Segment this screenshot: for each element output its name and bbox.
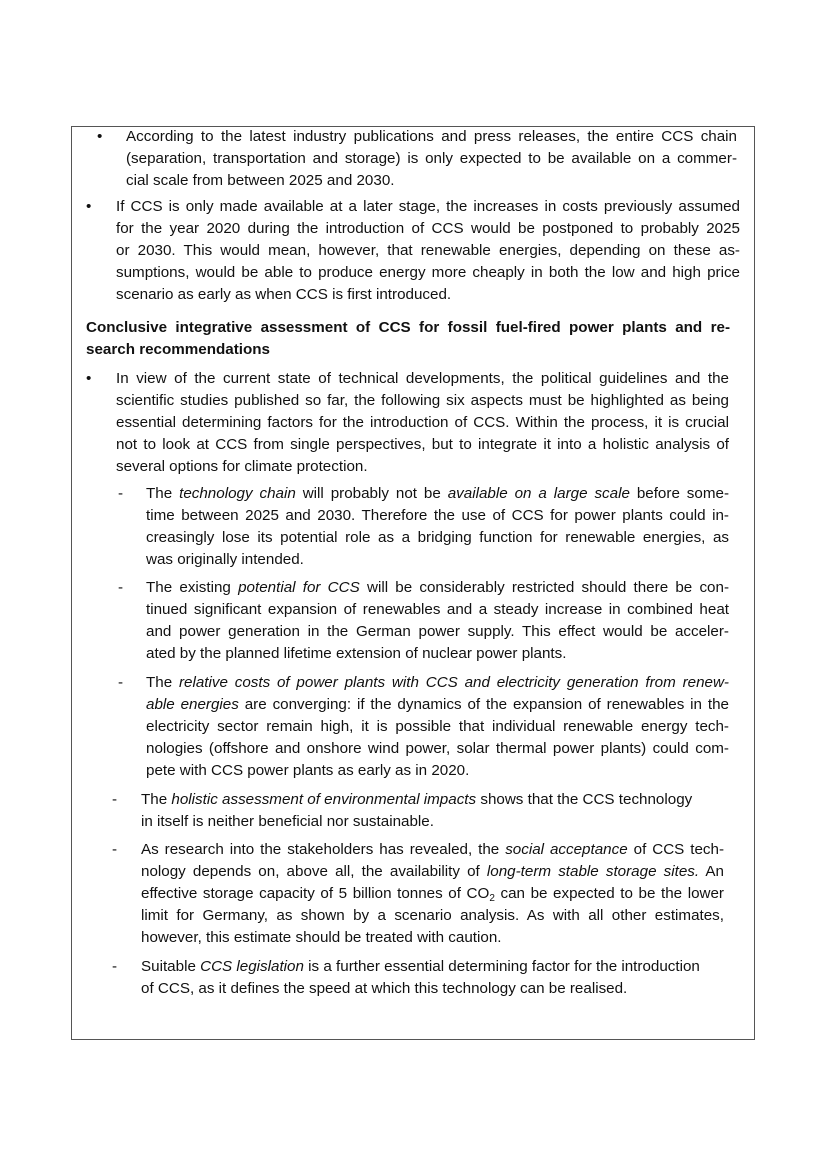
text-line: electricity sector remain high, it is possible that individual renewable energy tech- xyxy=(146,718,729,735)
text-line: several options for climate protection. xyxy=(116,458,368,475)
text-line: The existing potential for CCS will be considerably restricted should there be con- xyxy=(146,579,730,596)
dash-item-social-acceptance xyxy=(141,839,724,949)
text-line: was originally intended. xyxy=(146,551,304,568)
dash-marker: - xyxy=(112,841,118,858)
bullet-paragraph-six-aspects xyxy=(116,368,729,478)
dash-marker: - xyxy=(112,791,118,808)
text-line: or 2030. This would mean, however, that renewable energies, depending on these as- xyxy=(116,242,740,259)
dash-marker: - xyxy=(118,485,124,502)
text-line: able energies are converging: if the dynamics of the expansion of renewables in the xyxy=(146,696,729,713)
dash-item-ccs-legislation xyxy=(141,956,724,1000)
text-line: According to the latest industry publications and press releases, the entire CCS chain xyxy=(126,128,737,145)
text-line: of CCS, as it defines the speed at which this technology can be realised. xyxy=(141,980,628,997)
bullet-paragraph-ccs-chain xyxy=(126,126,737,192)
dash-item-technology-chain xyxy=(146,483,729,571)
text-line: time between 2025 and 2030. Therefore the use of CCS for power plants could in- xyxy=(146,507,729,524)
text-line: The technology chain will probably not be available on a large scale before some- xyxy=(146,485,729,502)
text-line: (separation, transportation and storage) is only expected to be available on a commer- xyxy=(126,150,737,167)
text-line: however, this estimate should be treated with caution. xyxy=(141,929,502,946)
text-line: If CCS is only made available at a later stage, the increases in costs previously assumed xyxy=(116,198,740,215)
text-line: cial scale from between 2025 and 2030. xyxy=(126,172,395,189)
text-line: The relative costs of power plants with CCS and electricity generation from renew- xyxy=(146,674,729,691)
bullet-marker: • xyxy=(86,198,92,215)
dash-marker: - xyxy=(112,958,118,975)
text-line: for the year 2020 during the introduction of CCS would be postponed to probably 2025 xyxy=(116,220,740,237)
heading-line: Conclusive integrative assessment of CCS for fossil fuel-fired power plants and re- xyxy=(86,319,730,336)
text-line: pete with CCS power plants as early as in 2020. xyxy=(146,762,470,779)
text-line: scenario as early as when CCS is first introduced. xyxy=(116,286,452,303)
dash-marker: - xyxy=(118,579,124,596)
dash-marker: - xyxy=(118,674,124,691)
dash-item-environmental-impacts xyxy=(141,789,724,833)
text-line: ated by the planned lifetime extension of nuclear power plants. xyxy=(146,645,567,662)
dash-item-relative-costs xyxy=(146,672,729,782)
text-line: As research into the stakeholders has revealed, the social acceptance of CCS tech- xyxy=(141,841,725,858)
text-line: tinued significant expansion of renewables and a steady increase in combined heat xyxy=(146,601,729,618)
text-line: essential determining factors for the introduction of CCS. Within the process, it is crucial xyxy=(116,414,729,431)
heading-line: search recommendations xyxy=(86,341,271,358)
bullet-marker: • xyxy=(97,128,103,145)
bullet-paragraph-costs-postponed xyxy=(116,196,740,306)
text-line: effective storage capacity of 5 billion tonnes of $CO_2$ can be expected to be the lower xyxy=(141,885,724,904)
text-line: nology depends on, above all, the availability of long-term stable storage sites. An xyxy=(141,863,724,880)
text-line: In view of the current state of technical developments, the political guidelines and the xyxy=(116,370,729,387)
text-line: creasingly lose its potential role as a bridging function for renewable energies, as xyxy=(146,529,729,546)
text-line: not to look at CCS from single perspectives, but to integrate it into a holistic analysis of xyxy=(116,436,729,453)
section-heading xyxy=(86,317,730,361)
text-line: in itself is neither beneficial nor sustainable. xyxy=(141,813,434,830)
text-line: Suitable CCS legislation is a further essential determining factor for the introduction xyxy=(141,958,700,975)
text-line: scientific studies published so far, the following six aspects must be highlighted as being xyxy=(116,392,729,409)
text-line: The holistic assessment of environmental impacts shows that the CCS technology xyxy=(141,791,693,808)
text-line: and power generation in the German power supply. This effect would be acceler- xyxy=(146,623,729,640)
dash-item-potential-for-ccs xyxy=(146,577,729,665)
text-line: sumptions, would be able to produce energy more cheaply in both the low and high price xyxy=(116,264,740,281)
text-line: nologies (offshore and onshore wind power, solar thermal power plants) could com- xyxy=(146,740,729,757)
bullet-marker: • xyxy=(86,370,92,387)
text-line: limit for Germany, as shown by a scenario analysis. As with all other estimates, xyxy=(141,907,724,924)
